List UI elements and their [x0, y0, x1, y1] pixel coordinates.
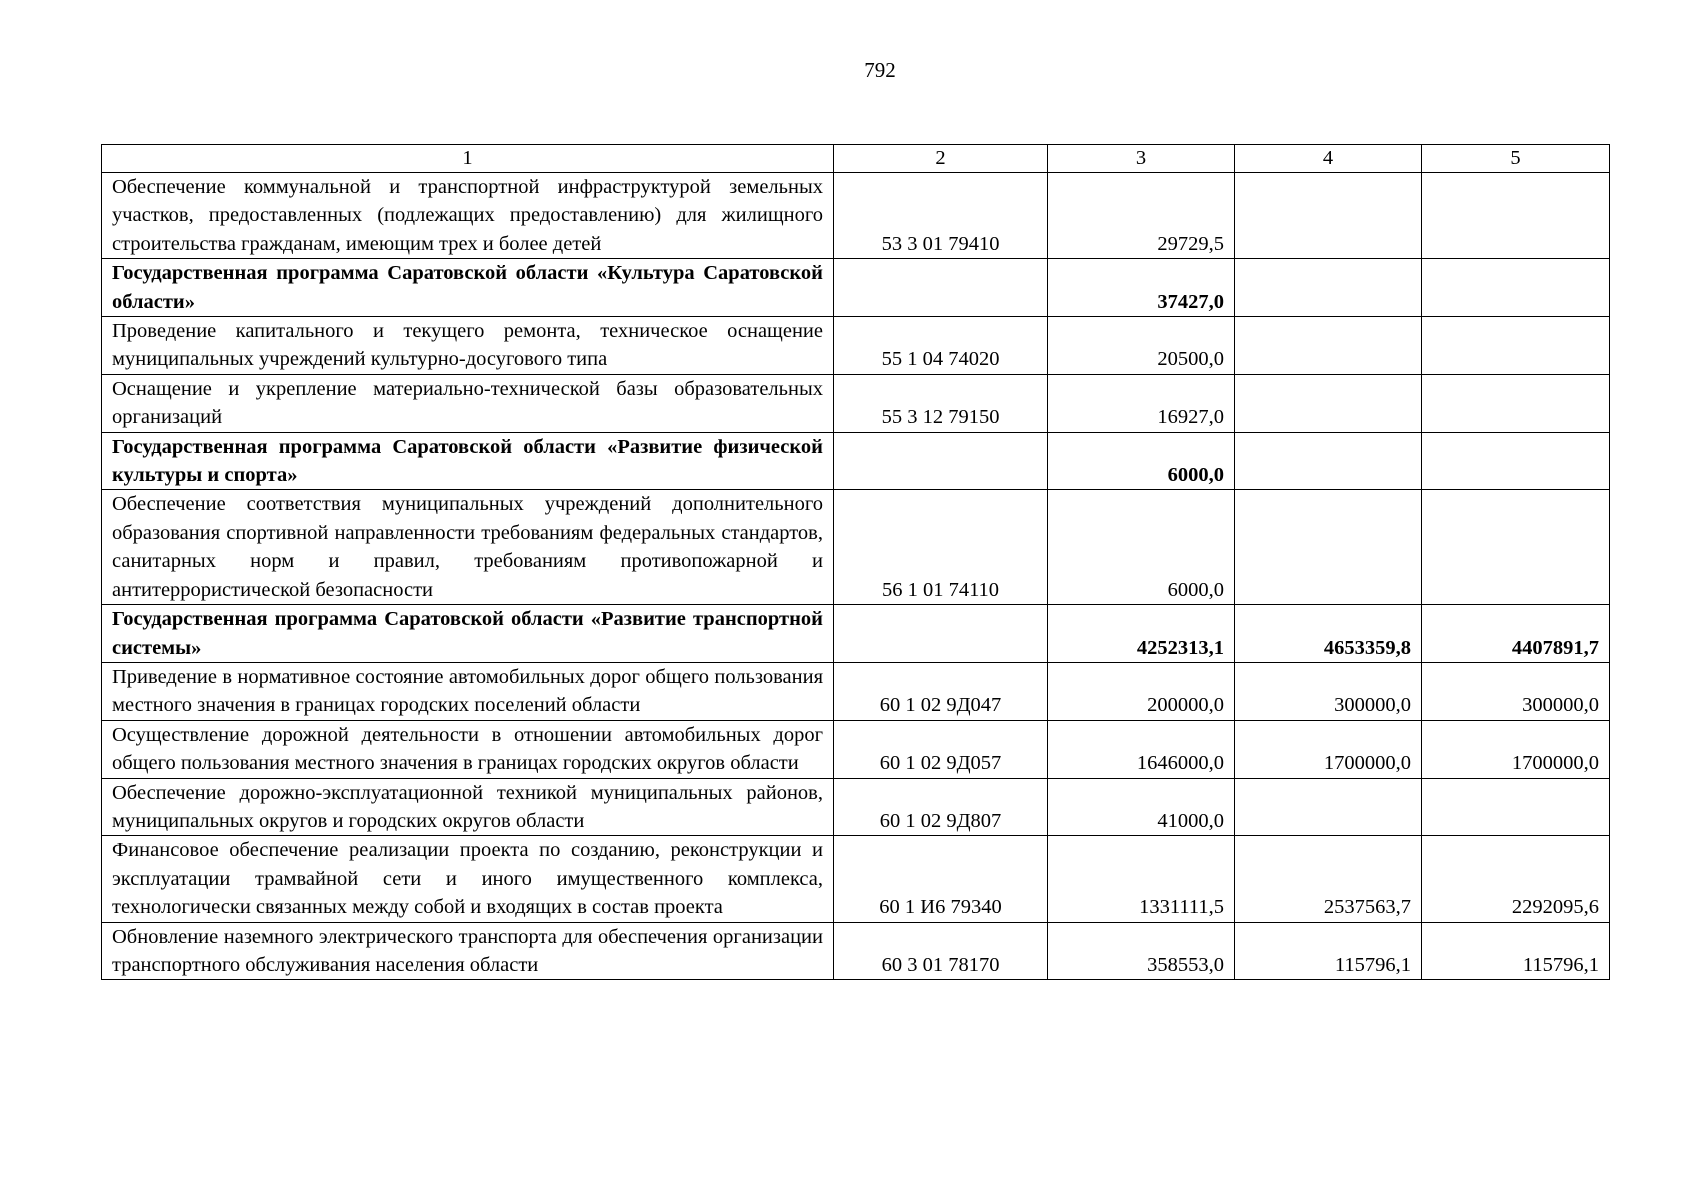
- row-value-4: 4653359,8: [1235, 605, 1422, 663]
- row-value-5: [1422, 374, 1610, 432]
- table-row: [102, 720, 1610, 778]
- row-code: 55 3 12 79150: [834, 374, 1048, 432]
- column-header-3: 3: [1048, 145, 1235, 173]
- table-row: [102, 490, 1610, 605]
- row-value-3: 29729,5: [1048, 173, 1235, 259]
- row-name: Проведение капитального и текущего ремонта, техническое оснащение муниципальных учреждений культурно-досугового типа: [102, 317, 834, 375]
- row-code: 60 1 02 9Д047: [834, 662, 1048, 720]
- column-header-4: 4: [1235, 145, 1422, 173]
- row-value-5: 4407891,7: [1422, 605, 1610, 663]
- table-row: [102, 662, 1610, 720]
- row-code: 53 3 01 79410: [834, 173, 1048, 259]
- row-value-5: 115796,1: [1422, 922, 1610, 980]
- page-number: 792: [864, 58, 896, 82]
- row-value-4: [1235, 778, 1422, 836]
- table-row: [102, 317, 1610, 375]
- row-code: [834, 432, 1048, 490]
- row-value-3: 358553,0: [1048, 922, 1235, 980]
- table-row: [102, 173, 1610, 259]
- row-value-3: 16927,0: [1048, 374, 1235, 432]
- row-value-4: [1235, 317, 1422, 375]
- row-value-3: 4252313,1: [1048, 605, 1235, 663]
- row-value-4: 115796,1: [1235, 922, 1422, 980]
- row-code: 60 1 02 9Д807: [834, 778, 1048, 836]
- row-value-5: 2292095,6: [1422, 836, 1610, 922]
- column-header-5: 5: [1422, 145, 1610, 173]
- row-value-4: 1700000,0: [1235, 720, 1422, 778]
- row-code: 60 3 01 78170: [834, 922, 1048, 980]
- row-value-4: 300000,0: [1235, 662, 1422, 720]
- column-header-2: 2: [834, 145, 1048, 173]
- row-name: Финансовое обеспечение реализации проекта по созданию, реконструкции и эксплуатации трамвайной сети и иного имущественного комплекса, технологически связанных между собой и входящих в состав проекта: [102, 836, 834, 922]
- row-name: Осуществление дорожной деятельности в отношении автомобильных дорог общего пользования местного значения в границах городских округов области: [102, 720, 834, 778]
- header-row: [102, 145, 1610, 173]
- table-row: [102, 778, 1610, 836]
- row-value-4: [1235, 259, 1422, 317]
- table-row-program: [102, 432, 1610, 490]
- row-name: Обеспечение коммунальной и транспортной инфраструктурой земельных участков, предоставленных (подлежащих предоставлению) для жилищного строительства гражданам, имеющим трех и более детей: [102, 173, 834, 259]
- row-code: 60 1 02 9Д057: [834, 720, 1048, 778]
- row-value-4: [1235, 432, 1422, 490]
- row-value-3: 41000,0: [1048, 778, 1235, 836]
- row-value-4: 2537563,7: [1235, 836, 1422, 922]
- row-value-5: [1422, 490, 1610, 605]
- row-value-3: 200000,0: [1048, 662, 1235, 720]
- table-row-program: [102, 259, 1610, 317]
- row-value-3: 20500,0: [1048, 317, 1235, 375]
- row-code: 56 1 01 74110: [834, 490, 1048, 605]
- table-row: [102, 836, 1610, 922]
- column-header-1: 1: [102, 145, 834, 173]
- row-value-5: [1422, 173, 1610, 259]
- table-row: [102, 922, 1610, 980]
- row-code: [834, 605, 1048, 663]
- row-value-4: [1235, 490, 1422, 605]
- row-value-5: 1700000,0: [1422, 720, 1610, 778]
- row-code: [834, 259, 1048, 317]
- row-value-3: 1331111,5: [1048, 836, 1235, 922]
- row-value-4: [1235, 374, 1422, 432]
- row-value-4: [1235, 173, 1422, 259]
- row-code: 55 1 04 74020: [834, 317, 1048, 375]
- row-name: Обеспечение соответствия муниципальных учреждений дополнительного образования спортивной направленности требованиям федеральных стандартов, санитарных норм и правил, требованиям противопожарной и антитеррористической безопасности: [102, 490, 834, 605]
- row-value-5: [1422, 778, 1610, 836]
- row-value-5: 300000,0: [1422, 662, 1610, 720]
- row-name: Государственная программа Саратовской области «Развитие физической культуры и спорта»: [102, 432, 834, 490]
- row-name: Государственная программа Саратовской области «Развитие транспортной системы»: [102, 605, 834, 663]
- row-name: Оснащение и укрепление материально-технической базы образовательных организаций: [102, 374, 834, 432]
- table-row-program: [102, 605, 1610, 663]
- row-name: Государственная программа Саратовской области «Культура Саратовской области»: [102, 259, 834, 317]
- row-value-5: [1422, 432, 1610, 490]
- row-value-3: 37427,0: [1048, 259, 1235, 317]
- row-value-3: 1646000,0: [1048, 720, 1235, 778]
- row-code: 60 1 И6 79340: [834, 836, 1048, 922]
- row-name: Приведение в нормативное состояние автомобильных дорог общего пользования местного значения в границах городских поселений области: [102, 662, 834, 720]
- row-value-5: [1422, 317, 1610, 375]
- row-value-3: 6000,0: [1048, 432, 1235, 490]
- row-name: Обновление наземного электрического транспорта для обеспечения организации транспортного обслуживания населения области: [102, 922, 834, 980]
- row-value-3: 6000,0: [1048, 490, 1235, 605]
- row-name: Обеспечение дорожно-эксплуатационной техникой муниципальных районов, муниципальных округов и городских округов области: [102, 778, 834, 836]
- row-value-5: [1422, 259, 1610, 317]
- table-row: [102, 374, 1610, 432]
- budget-table: [101, 144, 1610, 980]
